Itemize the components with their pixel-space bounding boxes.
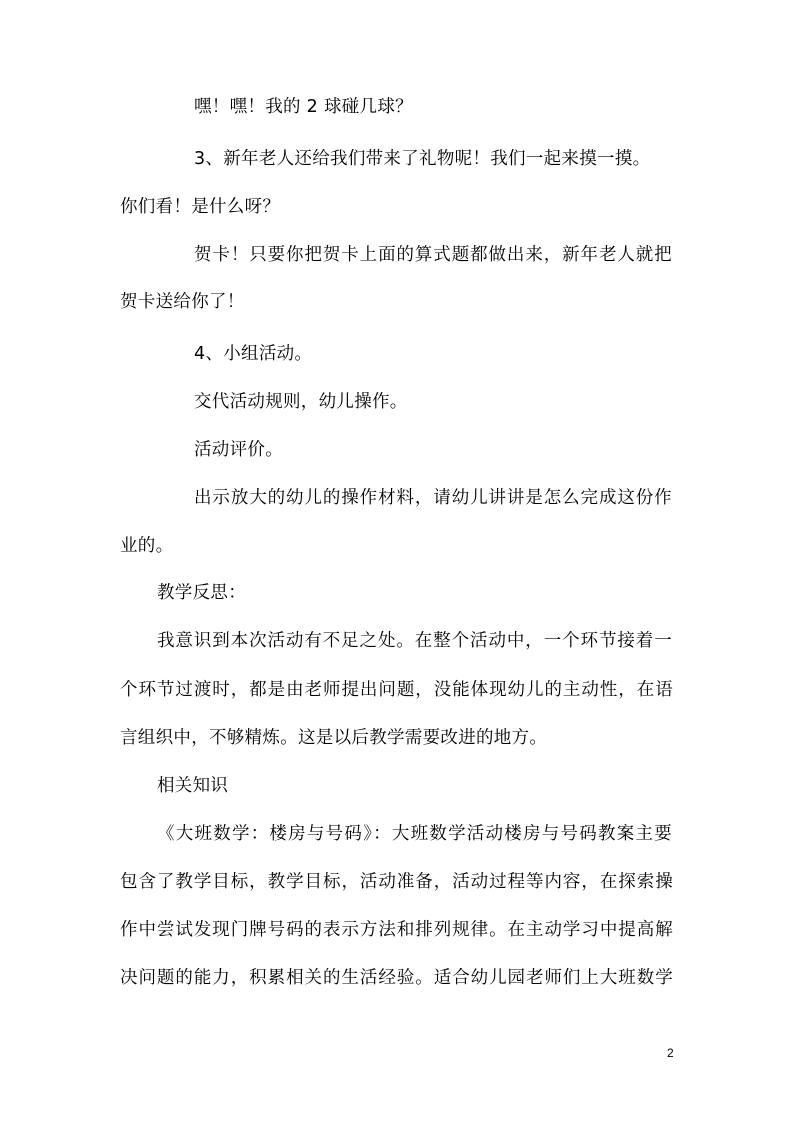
text-line-8: 活动评价。	[194, 440, 283, 460]
page-number: 2	[667, 1046, 674, 1060]
text-line-16: 《大班数学：楼房与号码》：大班数学活动楼房与号码教案主要	[157, 824, 672, 844]
text-line-7: 交代活动规则，幼儿操作。	[194, 392, 408, 412]
text-line-13: 个环节过渡时，都是由老师提出问题，没能体现幼儿的主动性，在语	[120, 680, 673, 700]
text-line-9: 出示放大的幼儿的操作材料，请幼儿讲讲是怎么完成这份作	[194, 488, 672, 508]
text-line-6: 4、小组活动。	[194, 344, 313, 364]
section-heading-related: 相关知识	[157, 776, 229, 796]
text-line-1: 嘿！嘿！我的 2 球碰几球？	[194, 97, 413, 117]
text-line-14: 言组织中，不够精炼。这是以后教学需要改进的地方。	[120, 728, 548, 748]
text-line-19: 决问题的能力，积累相关的生活经验。适合幼儿园老师们上大班数学	[120, 968, 673, 988]
text-line-4: 贺卡！只要你把贺卡上面的算式题都做出来，新年老人就把	[194, 245, 672, 265]
text-line-3: 你们看！是什么呀？	[120, 197, 281, 217]
section-heading-reflection: 教学反思：	[157, 583, 246, 603]
text-line-2: 3、新年老人还给我们带来了礼物呢！我们一起来摸一摸。	[194, 149, 651, 169]
text-line-10: 业的。	[120, 536, 174, 556]
text-line-5: 贺卡送给你了！	[120, 292, 245, 312]
text-line-17: 包含了教学目标，教学目标，活动准备，活动过程等内容，在探索操	[120, 872, 673, 892]
text-line-12: 我意识到本次活动有不足之处。在整个活动中，一个环节接着一	[157, 631, 672, 651]
text-line-18: 作中尝试发现门牌号码的表示方法和排列规律。在主动学习中提高解	[120, 920, 673, 940]
